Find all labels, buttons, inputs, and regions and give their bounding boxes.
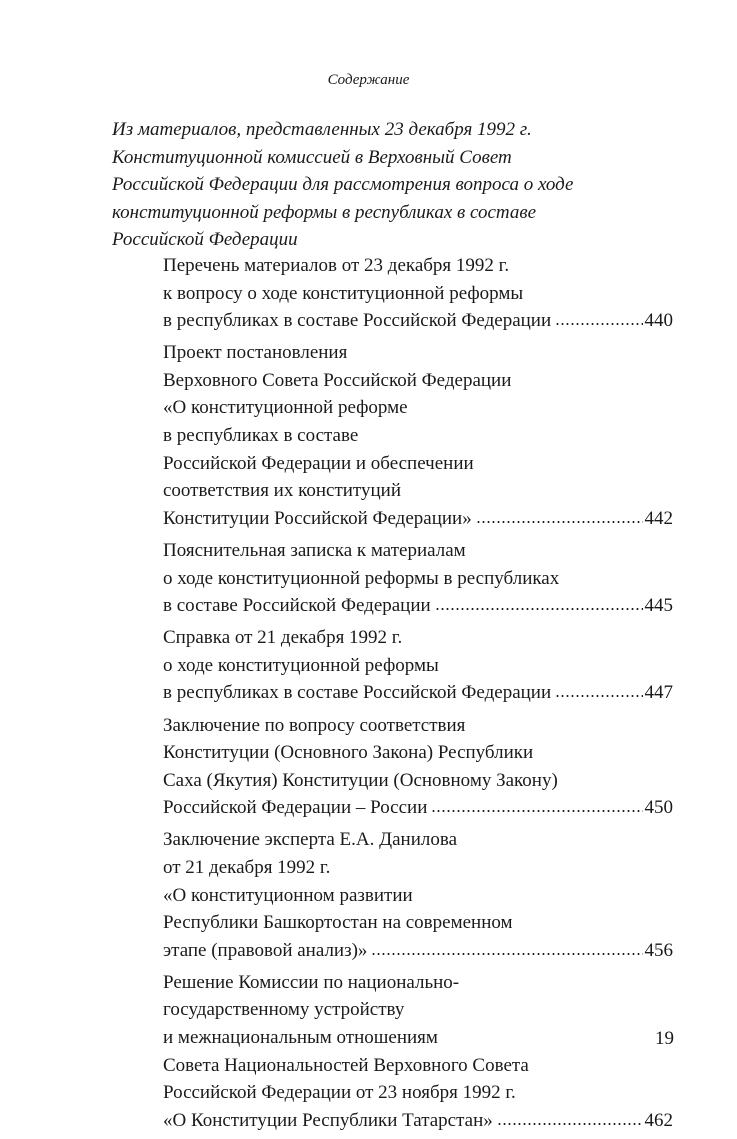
toc-entry[interactable] — [163, 969, 673, 1135]
toc-entry-text: Российской Федерации и обеспечении — [163, 452, 474, 474]
toc-entry-text: в республиках в составе Российской Федерации — [163, 310, 552, 332]
toc-page-number: 462 — [644, 1109, 673, 1131]
toc-page-number: 447 — [644, 682, 673, 704]
toc-entry-line — [163, 280, 673, 308]
toc-entry-line — [163, 367, 673, 395]
toc-entry-line — [163, 969, 673, 997]
dot-leader — [497, 1122, 643, 1126]
section-title-line: Российской Федерации — [112, 229, 298, 250]
toc-entries — [163, 252, 673, 1139]
toc-entry-line — [163, 679, 673, 707]
toc-entry-text: о ходе конституционной реформы в республиках — [163, 567, 560, 589]
toc-entry[interactable] — [163, 252, 673, 335]
dot-leader — [476, 520, 643, 524]
toc-entry-text: Пояснительная записка к материалам — [163, 539, 466, 561]
section-title — [112, 116, 672, 254]
toc-entry-line — [163, 592, 673, 620]
toc-entry-line — [163, 422, 673, 450]
dot-leader — [371, 952, 642, 956]
dot-leader — [555, 322, 642, 326]
toc-entry-text: государственному устройству — [163, 999, 405, 1021]
toc-entry-text: «О Конституции Республики Татарстан» — [163, 1109, 493, 1131]
toc-entry-line — [163, 505, 673, 533]
toc-entry[interactable] — [163, 624, 673, 707]
running-header: Содержание — [327, 72, 410, 88]
toc-entry-text: соответствия их конституций — [163, 480, 401, 502]
toc-entry-text: Заключение по вопросу соответствия — [163, 714, 466, 736]
toc-entry-line — [163, 537, 673, 565]
toc-entry-line — [163, 937, 673, 965]
section-title-line: конституционной реформы в республиках в составе — [112, 201, 537, 223]
toc-entry-line — [163, 339, 673, 367]
toc-entry-text: в республиках в составе Российской Федерации — [163, 682, 552, 704]
toc-entry-text: Проект постановления — [163, 342, 348, 364]
toc-entry-line — [163, 307, 673, 335]
toc-entry-text: в республиках в составе — [163, 425, 359, 447]
toc-entry-line — [163, 712, 673, 740]
page-number: 19 — [655, 1028, 674, 1049]
toc-entry-text: Верховного Совета Российской Федерации — [163, 369, 512, 391]
toc-entry-text: Саха (Якутия) Конституции (Основному Закону) — [163, 769, 558, 791]
dot-leader — [555, 694, 642, 698]
toc-entry-line — [163, 882, 673, 910]
toc-entry-line — [163, 1079, 673, 1107]
toc-entry-text: Российской Федерации от 23 ноября 1992 г. — [163, 1082, 516, 1104]
toc-entry-line — [163, 252, 673, 280]
toc-entry-line — [163, 1107, 673, 1135]
toc-entry-line — [163, 477, 673, 505]
toc-entry-text: в составе Российской Федерации — [163, 595, 431, 617]
toc-entry-text: от 21 декабря 1992 г. — [163, 856, 331, 878]
toc-entry-text: Справка от 21 декабря 1992 г. — [163, 627, 403, 649]
toc-entry[interactable] — [163, 712, 673, 822]
toc-entry-line — [163, 854, 673, 882]
toc-entry-text: «О конституционном развитии — [163, 884, 413, 906]
toc-entry-text: Республики Башкортостан на современном — [163, 912, 513, 934]
toc-entry-line — [163, 1024, 673, 1052]
toc-entry-line — [163, 794, 673, 822]
toc-entry-line — [163, 394, 673, 422]
toc-entry-text: Конституции (Основного Закона) Республики — [163, 742, 534, 764]
toc-entry[interactable] — [163, 826, 673, 964]
toc-entry-text: Совета Национальностей Верховного Совета — [163, 1054, 529, 1076]
toc-entry-line — [163, 1052, 673, 1080]
toc-entry-line — [163, 565, 673, 593]
toc-page-number: 456 — [644, 939, 673, 961]
toc-entry-line — [163, 909, 673, 937]
dot-leader — [431, 809, 642, 813]
toc-entry-text: к вопросу о ходе конституционной реформы — [163, 282, 524, 304]
toc-entry-line — [163, 996, 673, 1024]
toc-entry-text: и межнациональным отношениям — [163, 1027, 438, 1049]
toc-entry-line — [163, 450, 673, 478]
toc-entry-text: Решение Комиссии по национально- — [163, 971, 460, 993]
toc-entry-line — [163, 767, 673, 795]
toc-entry[interactable] — [163, 537, 673, 620]
toc-entry-text: Конституции Российской Федерации» — [163, 507, 472, 529]
toc-page-number: 450 — [644, 797, 673, 819]
dot-leader — [435, 607, 643, 611]
toc-entry-text: Российской Федерации – России — [163, 797, 428, 819]
toc-entry-text: Заключение эксперта Е.А. Данилова — [163, 829, 457, 851]
toc-page-number: 442 — [644, 507, 673, 529]
toc-entry-line — [163, 652, 673, 680]
section-title-line: Российской Федерации для рассмотрения вопроса о ходе — [112, 174, 574, 195]
toc-entry[interactable] — [163, 339, 673, 532]
toc-entry-line — [163, 826, 673, 854]
section-title-line: Из материалов, представленных 23 декабря 1992 г. — [112, 119, 532, 140]
toc-entry-text: Перечень материалов от 23 декабря 1992 г. — [163, 255, 510, 276]
toc-page-number: 445 — [644, 595, 673, 617]
toc-entry-text: о ходе конституционной реформы — [163, 654, 439, 676]
toc-entry-line — [163, 739, 673, 767]
toc-page-number: 440 — [644, 310, 673, 332]
toc-entry-text: этапе (правовой анализ)» — [163, 939, 368, 961]
toc-entry-line — [163, 624, 673, 652]
toc-entry-text: «О конституционной реформе — [163, 397, 408, 419]
section-title-line: Конституционной комиссией в Верховный Совет — [112, 146, 512, 168]
